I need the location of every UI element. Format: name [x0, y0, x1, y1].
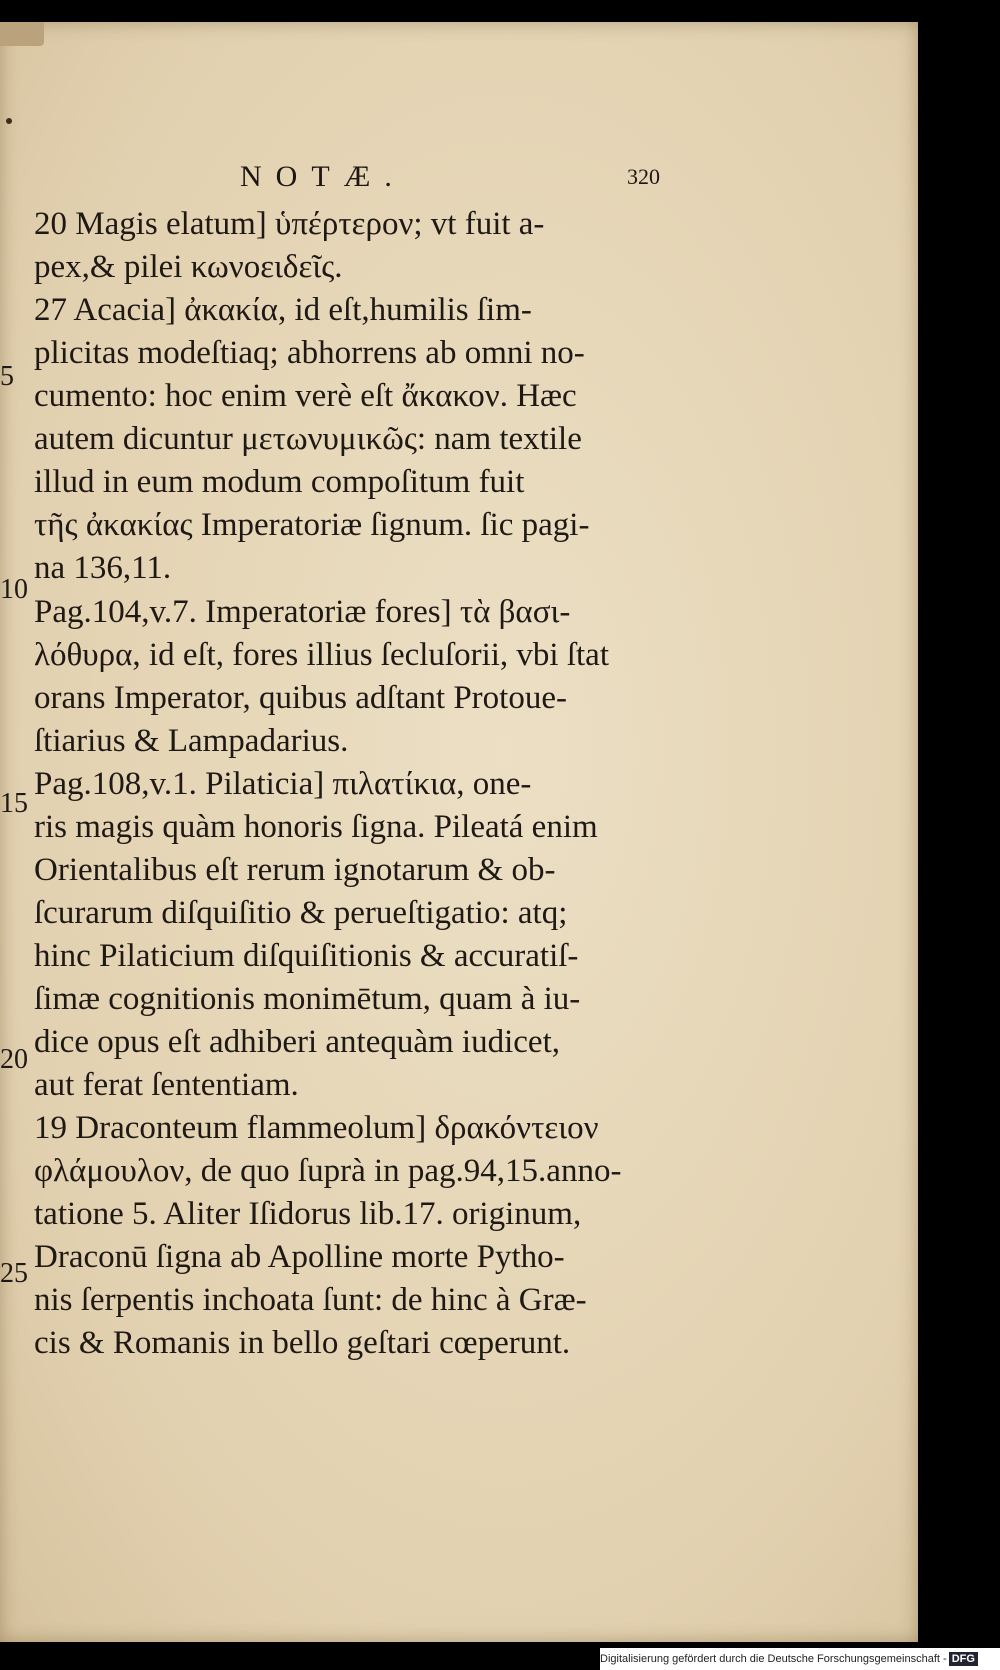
text-line: plicitas modeſtiaq; abhorrens ab omni no- [34, 335, 585, 371]
text-line: illud in eum modum compoſitum fuit [34, 464, 525, 500]
text-line: ſcurarum diſquiſitio & perueſtigatio: atq; [34, 895, 568, 931]
text-line: cumento: hoc enim verè eſt ἄκακον. Hæc [34, 378, 577, 414]
margin-number-5: 5 [0, 361, 14, 392]
text-line: 27 Acacia] ἀκακία, id eſt,humilis ſim- [34, 292, 532, 328]
text-line: Orientalibus eſt rerum ignotarum & ob- [34, 852, 556, 888]
text-line: ris magis quàm honoris ſigna. Pileatá enim [34, 809, 598, 845]
margin-number-10: 10 [0, 574, 28, 605]
text-line: Draconū ſigna ab Apolline morte Pytho- [34, 1239, 565, 1275]
text-line: λόθυρα, id eſt, fores illius ſecluſorii, vbi ſtat [34, 637, 609, 673]
margin-number-20: 20 [0, 1044, 28, 1075]
text-line: ſimæ cognitionis monimētum, quam à iu- [34, 981, 581, 1017]
text-line: aut ferat ſententiam. [34, 1067, 299, 1103]
text-line: nis ſerpentis inchoata ſunt: de hinc à Græ- [34, 1282, 587, 1318]
footer-text: Digitalisierung gefördert durch die Deutsche Forschungsgemeinschaft - [600, 1653, 947, 1665]
text-line: 19 Draconteum flammeolum] δρακόντειον [34, 1110, 599, 1146]
text-line: cis & Romanis in bello geſtari cœperunt. [34, 1325, 571, 1361]
text-line: pex,& pilei κωνοειδεῖς. [34, 249, 343, 285]
dfg-logo: DFG [949, 1652, 978, 1666]
margin-mark [6, 118, 12, 124]
text-line: ſtiarius & Lampadarius. [34, 723, 349, 759]
text-line: Pag.108,v.1. Pilaticia] πιλατίκια, one- [34, 766, 532, 802]
text-line: Pag.104,v.7. Imperatoriæ fores] τὰ βασι- [34, 594, 571, 630]
text-line: autem dicuntur μετωνυμικῶς: nam textile [34, 421, 582, 457]
text-line: na 136,11. [34, 550, 172, 586]
text-line: tatione 5. Aliter Iſidorus lib.17. originum, [34, 1196, 582, 1232]
running-header [0, 160, 918, 200]
margin-number-25: 25 [0, 1258, 28, 1289]
text-line: orans Imperator, quibus adſtant Protoue- [34, 680, 567, 716]
text-line: hinc Pilaticium diſquiſitionis & accuratiſ- [34, 938, 579, 974]
text-line: dice opus eſt adhiberi antequàm iudicet, [34, 1024, 560, 1060]
page-number: 320 [627, 164, 660, 189]
book-page [0, 22, 918, 1642]
text-line: φλάμουλον, de quo ſuprà in pag.94,15.anno- [34, 1153, 622, 1189]
header-title: NOTÆ. [240, 160, 406, 193]
text-line: τῆς ἀκακίας Imperatoriæ ſignum. ſic pagi- [34, 507, 590, 543]
text-line: 20 Magis elatum] ὑπέρτερον; vt fuit a- [34, 206, 545, 242]
page-tab [0, 22, 44, 46]
margin-number-15: 15 [0, 788, 28, 819]
funding-footer [600, 1648, 1000, 1670]
